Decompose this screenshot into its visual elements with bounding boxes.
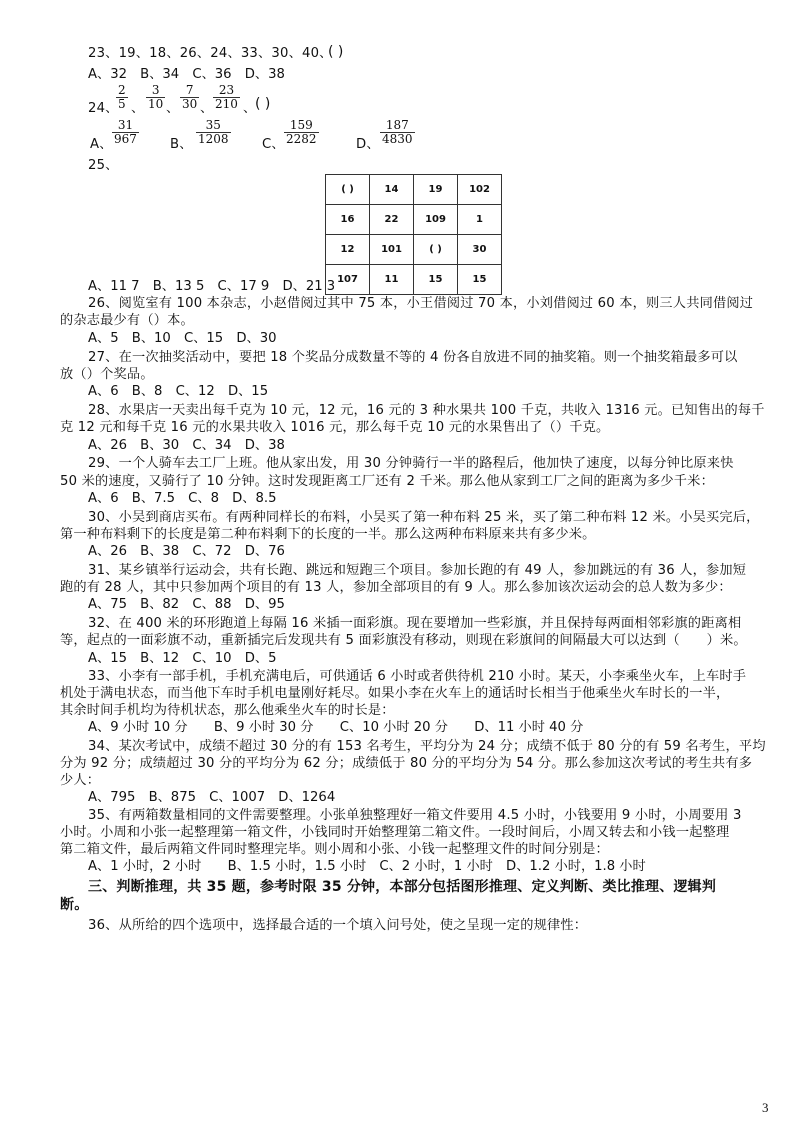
q29-line-2: 50 米的速度，又骑行了 10 分钟。这时发现距离工厂还有 2 千米。那么他从家到工厂之间的距离为多少千米： [60, 474, 714, 489]
q25-number-grid [325, 174, 502, 295]
q25-options: A、11 7 B、13 5 C、17 9 D、21 3 [88, 279, 336, 294]
grid-cell: 101 [370, 235, 414, 265]
q23-options: A、32 B、34 C、36 D、38 [88, 67, 285, 82]
q32-line-2: 等，起点的一面彩旗不动，重新插完后发现共有 5 面彩旗没有移动，则现在彩旗间的间隔最大可以达到（ ）米。 [60, 633, 747, 648]
q33-line-3: 其余时间手机均为待机状态，那么他乘坐火车的时长是： [60, 703, 395, 718]
grid-cell: ( ) [414, 235, 458, 265]
grid-cell: 12 [326, 235, 370, 265]
grid-cell: 30 [458, 235, 502, 265]
grid-cell: 11 [370, 265, 414, 295]
q33-line-2: 机处于满电状态，而当他下车时手机电量刚好耗尽。如果小李在火车上的通话时长相当于他乘坐火车时长的一半， [60, 686, 730, 701]
q27-line-1: 27、在一次抽奖活动中，要把 18 个奖品分成数量不等的 4 份各自放进不同的抽奖箱。则一个抽奖箱最多可以 [88, 350, 738, 365]
q30-line-2: 第一种布料剩下的长度是第二种布料剩下的长度的一半。那么这两种布料原来共有多少米。 [60, 527, 596, 542]
separator: 、 [243, 101, 257, 116]
q24-option-a-letter: A、 [90, 137, 113, 152]
q26-line-1: 26、阅览室有 100 本杂志，小赵借阅过其中 75 本，小王借阅过 70 本，小刘借阅过 60 本，则三人共同借阅过 [88, 296, 754, 311]
q35-line-1: 35、有两箱数量相同的文件需要整理。小张单独整理好一箱文件要用 4.5 小时，小钱要用 9 小时，小周要用 3 [88, 808, 742, 823]
q26-options: A、5 B、10 C、15 D、30 [88, 331, 277, 346]
section-3-heading-line-2: 断。 [60, 897, 89, 913]
separator: 、 [200, 101, 214, 116]
q25-label: 25、 [88, 158, 119, 173]
q24-option-b-letter: B、 [170, 137, 193, 152]
q30-line-1: 30、小吴到商店买布。有两种同样长的布料，小吴买了第一种布料 25 米，买了第二种布料 12 米。小吴买完后， [88, 510, 760, 525]
q23-answer-paren: ( ) [328, 44, 344, 60]
q35-options: A、1 小时，2 小时 B、1.5 小时，1.5 小时 C、2 小时，1 小时 D、1.2 小时，1.8 小时 [88, 859, 646, 874]
grid-cell: 22 [370, 205, 414, 235]
section-3-heading-line-1: 三、判断推理，共 35 题，参考时限 35 分钟，本部分包括图形推理、定义判断、类比推理、逻辑判 [88, 879, 717, 895]
q29-options: A、6 B、7.5 C、8 D、8.5 [88, 491, 277, 506]
q24-term-1: $\frac{2}{5}$ [118, 83, 126, 111]
q27-line-2: 放（）个奖品。 [60, 367, 154, 382]
q24-option-d-fraction: $\frac{187}{4830}$ [382, 118, 413, 146]
q33-options: A、9 小时 10 分 B、9 小时 30 分 C、10 小时 20 分 D、11 小时 40 分 [88, 720, 584, 735]
q24-label: 24、 [88, 101, 119, 116]
separator: 、 [166, 101, 180, 116]
q33-line-1: 33、小李有一部手机，手机充满电后，可供通话 6 小时或者供待机 210 小时。某天，小李乘坐火车，上车时手 [88, 669, 747, 684]
q24-option-c-letter: C、 [262, 137, 285, 152]
q31-line-1: 31、某乡镇举行运动会，共有长跑、跳远和短跑三个项目。参加长跑的有 49 人，参加跳远的有 36 人，参加短 [88, 563, 747, 578]
grid-row [326, 175, 502, 205]
grid-row [326, 235, 502, 265]
q24-option-c-fraction: $\frac{159}{2282}$ [286, 118, 317, 146]
q34-line-3: 少人： [60, 773, 101, 788]
q26-line-2: 的杂志最少有（）本。 [60, 313, 194, 328]
grid-cell: 15 [414, 265, 458, 295]
q32-options: A、15 B、12 C、10 D、5 [88, 651, 277, 666]
grid-row [326, 205, 502, 235]
q35-line-2: 小时。小周和小张一起整理第一箱文件，小钱同时开始整理第二箱文件。一段时间后，小周又转去和小钱一起整理 [60, 825, 730, 840]
separator: 、 [131, 101, 145, 116]
q24-term-2: $\frac{3}{10}$ [148, 83, 164, 111]
grid-cell: 107 [326, 265, 370, 295]
grid-cell: 15 [458, 265, 502, 295]
q36-line-1: 36、从所给的四个选项中，选择最合适的一个填入问号处，使之呈现一定的规律性： [88, 918, 588, 933]
q24-option-a-fraction: $\frac{31}{967}$ [114, 118, 137, 146]
q28-line-1: 28、水果店一天卖出每千克为 10 元，12 元，16 元的 3 种水果共 100 千克，共收入 1316 元。已知售出的每千 [88, 403, 765, 418]
q24-option-b-fraction: $\frac{35}{1208}$ [198, 118, 229, 146]
q34-line-1: 34、某次考试中，成绩不超过 30 分的有 153 名考生，平均分为 24 分；成绩不低于 80 分的有 59 名考生，平均 [88, 739, 766, 754]
grid-cell: 1 [458, 205, 502, 235]
grid-row [326, 265, 502, 295]
grid-cell: 16 [326, 205, 370, 235]
q34-options: A、795 B、875 C、1007 D、1264 [88, 790, 336, 805]
grid-cell: 109 [414, 205, 458, 235]
grid-cell: 102 [458, 175, 502, 205]
q24-answer-paren: ( ) [255, 96, 271, 112]
q35-line-3: 第二箱文件，最后两箱文件同时整理完毕。则小周和小张、小钱一起整理文件的时间分别是： [60, 842, 609, 857]
q24-term-4: $\frac{23}{210}$ [215, 83, 238, 111]
q29-line-1: 29、一个人骑车去工厂上班。他从家出发，用 30 分钟骑行一半的路程后，他加快了速度，以每分钟比原来快 [88, 456, 734, 471]
q23-stem: 23、19、18、26、24、33、30、40、 [88, 46, 333, 61]
q24-option-d-letter: D、 [356, 137, 380, 152]
q32-line-1: 32、在 400 米的环形跑道上每隔 16 米插一面彩旗。现在要增加一些彩旗，并且保持每两面相邻彩旗的距离相 [88, 616, 742, 631]
page-number: 3 [762, 1100, 769, 1115]
q30-options: A、26 B、38 C、72 D、76 [88, 544, 285, 559]
q31-options: A、75 B、82 C、88 D、95 [88, 597, 285, 612]
q27-options: A、6 B、8 C、12 D、15 [88, 384, 269, 399]
q24-term-3: $\frac{7}{30}$ [182, 83, 198, 111]
grid-cell: 19 [414, 175, 458, 205]
q28-options: A、26 B、30 C、34 D、38 [88, 438, 285, 453]
q34-line-2: 分为 92 分；成绩超过 30 分的平均分为 62 分；成绩低于 80 分的平均分为 54 分。那么参加这次考试的考生共有多 [60, 756, 753, 771]
q31-line-2: 跑的有 28 人，其中只参加两个项目的有 13 人，参加全部项目的有 9 人。那么参加该次运动会的总人数为多少： [60, 580, 732, 595]
q28-line-2: 克 12 元和每千克 16 元的水果共收入 1016 元，那么每千克 10 元的水果售出了（）千克。 [60, 420, 610, 435]
grid-cell: ( ) [326, 175, 370, 205]
grid-cell: 14 [370, 175, 414, 205]
